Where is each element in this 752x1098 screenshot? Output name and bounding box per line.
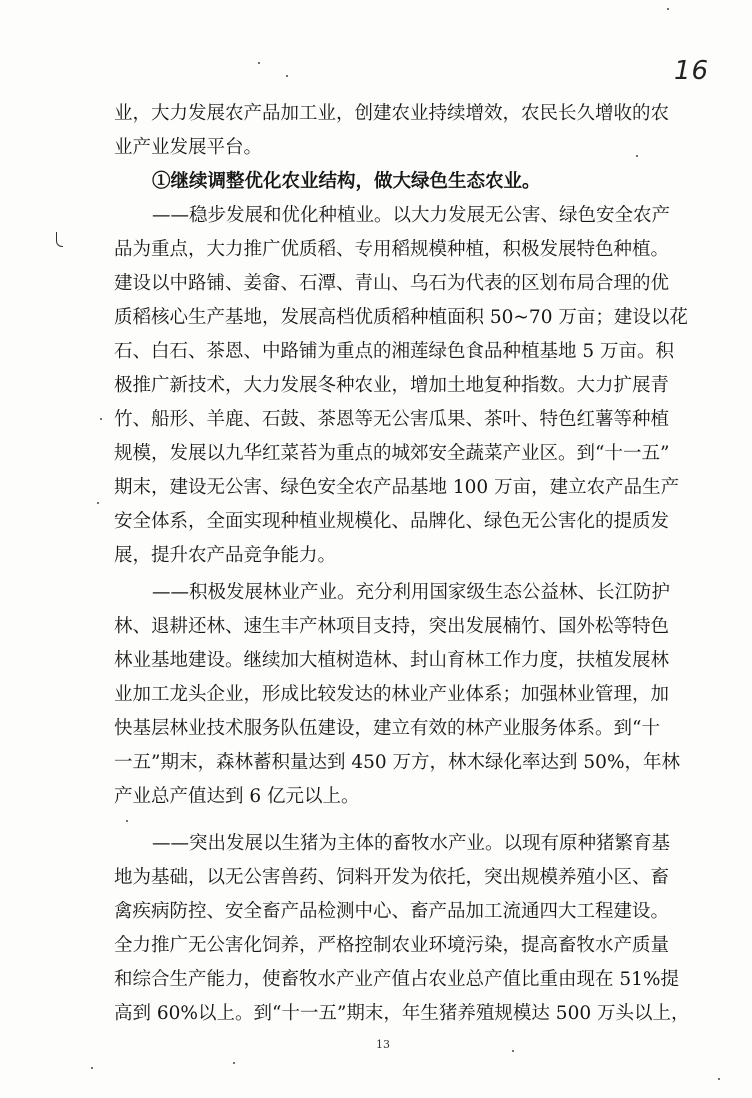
text-line: 业，大力发展农产品加工业，创建农业持续增效，农民长久增收的农 [114, 103, 670, 124]
text-line: 和综合生产能力，使畜牧水产业产值占农业总产值比重由现在 51%提 [114, 969, 680, 990]
scan-speck [636, 155, 638, 157]
text-line: 产业总产值达到 6 亿元以上。 [114, 786, 360, 807]
scan-speck [512, 1050, 514, 1052]
text-line: 品为重点，大力推广优质稻、专用稻规模种植，积极发展特色种植。 [114, 239, 670, 260]
text-line: 林业基地建设。继续加大植树造林、封山育林工作力度，扶植发展林 [114, 650, 670, 671]
text-line: 全力推广无公害化饲养，严格控制农业环境污染，提高畜牧水产质量 [114, 935, 670, 956]
text-line: ——稳步发展和优化种植业。以大力发展无公害、绿色安全农产 [152, 205, 671, 226]
scan-speck [286, 75, 288, 77]
text-line: 石、白石、茶恩、中路铺为重点的湘莲绿色食品种植基地 5 万亩。积 [114, 341, 675, 362]
text-line: 业加工龙头企业，形成比较发达的林业产业体系；加强林业管理，加 [114, 684, 670, 705]
text-line: 竹、船形、羊鹿、石鼓、茶恩等无公害瓜果、茶叶、特色红薯等种植 [114, 409, 670, 430]
text-line: ——积极发展林业产业。充分利用国家级生态公益林、长江防护 [152, 582, 671, 603]
text-line: 地为基础，以无公害兽药、饲料开发为依托，突出规模养殖小区、畜 [114, 867, 670, 888]
text-line: 极推广新技术，大力发展冬种农业，增加土地复种指数。大力扩展青 [114, 375, 670, 396]
text-line: 禽疾病防控、安全畜产品检测中心、畜产品加工流通四大工程建设。 [114, 901, 670, 922]
scan-speck [233, 1062, 235, 1064]
scan-speck [97, 502, 99, 504]
text-line: 快基层林业技术服务队伍建设，建立有效的林产业服务体系。到“十 [114, 718, 660, 739]
text-line: 建设以中路铺、姜畲、石潭、青山、乌石为代表的区划布局合理的优 [114, 273, 670, 294]
scan-speck [100, 418, 102, 420]
text-line: 质稻核心生产基地，发展高档优质稻种植面积 50~70 万亩；建设以花 [114, 307, 688, 328]
scan-speck [258, 62, 260, 64]
text-line: 规模，发展以九华红菜苔为重点的城郊安全蔬菜产业区。到“十一五” [114, 443, 670, 464]
section-heading: ①继续调整优化农业结构，做大绿色生态农业。 [152, 171, 541, 192]
text-line: 一五”期末，森林蓄积量达到 450 万方，林木绿化率达到 50%，年林 [114, 752, 681, 773]
scan-speck [667, 8, 669, 10]
text-line: 展，提升农产品竞争能力。 [114, 545, 337, 566]
handwritten-page-number: 16 [674, 56, 710, 86]
scan-speck [91, 1067, 93, 1069]
margin-pen-mark [56, 232, 63, 247]
text-line: 业产业发展平台。 [114, 137, 263, 158]
text-line: 林、退耕还林、速生丰产林项目支持，突出发展楠竹、国外松等特色 [114, 616, 670, 637]
page-number: 13 [376, 1038, 390, 1051]
text-line: 期末，建设无公害、绿色安全农产品基地 100 万亩，建立农产品生产 [114, 477, 680, 498]
scan-speck [718, 1078, 720, 1080]
text-line: ——突出发展以生猪为主体的畜牧水产业。以现有原种猪繁育基 [152, 833, 671, 854]
scan-speck [126, 820, 128, 822]
text-line: 安全体系，全面实现种植业规模化、品牌化、绿色无公害化的提质发 [114, 511, 670, 532]
text-line: 高到 60%以上。到“十一五”期末，年生猪养殖规模达 500 万头以上， [114, 1003, 690, 1024]
